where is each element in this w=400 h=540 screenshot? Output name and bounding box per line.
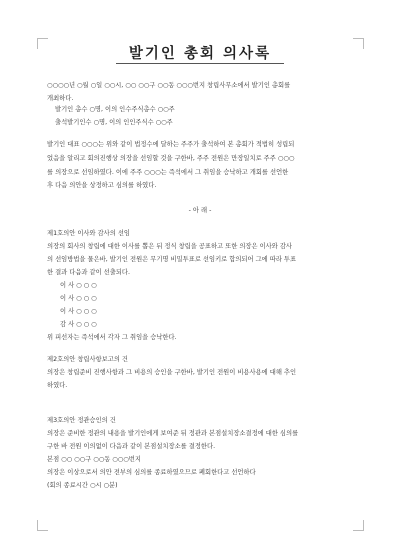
agenda-3-line-2: 구한 바 전원 이의없이 다음과 같이 본점설치장소를 결정한다. <box>47 443 216 450</box>
crop-mark-bottom-right <box>353 520 364 531</box>
head-office-address: 본점 ○○ ○○구 ○○동 ○○○번지 <box>47 456 141 463</box>
agenda-3-line-1: 의장은 준비한 정관의 내용을 발기인에게 보여준 뒤 정관과 본점설치장소결정에 대한 심의를 <box>47 430 299 437</box>
officer-director-2: 이 사 ○ ○ ○ <box>60 295 97 302</box>
agenda-1-line-3: 한 결과 다음과 같이 선출되다. <box>47 269 131 276</box>
officer-auditor: 감 사 ○ ○ ○ <box>60 321 97 328</box>
agenda-1-line-1: 의장의 회사의 창립에 대한 이사를 뽑은 뒤 정식 창립을 공표하고 또한 의장은 이사와 감사 <box>47 243 293 250</box>
summary-line-4: 후 다음 의안을 상정하고 심의를 하였다. <box>47 182 157 189</box>
attendance-total: 발기인 총수 ○명, 이의 인수주식총수 ○○주 <box>55 106 175 113</box>
officer-director-3: 이 사 ○ ○ ○ <box>60 308 97 315</box>
section-separator: - 아 래 - <box>188 207 212 214</box>
agenda-1-line-2: 의 선임방법을 물은바, 발기인 전원은 무기명 비밀투표로 선임키로 합의되어 그에 따라 투표 <box>47 256 297 263</box>
agenda-1-heading: 제1호의안 이사와 감사의 선임 <box>47 230 131 237</box>
agenda-2-line-1: 의장은 창립준비 진행사항과 그 비용의 승인을 구한바, 발기인 전원이 비용사용에 대해 추인 <box>47 369 297 376</box>
summary-line-2: 었음을 알리고 회의진행상 의장을 선임할 것을 구한바, 주주 전원은 만장일치로 주주 ○○○ <box>47 155 295 162</box>
agenda-2-heading: 제2호의안 창립사항보고의 건 <box>47 356 129 363</box>
agenda-2-line-2: 하였다. <box>47 382 68 389</box>
opening-line-2: 개최하다. <box>47 95 74 102</box>
adjournment-statement: 의장은 이상으로서 의안 전부의 심의를 종료하였으므로 폐회한다고 선언하다 <box>47 469 256 476</box>
attendance-present: 출석발기인수 ○명, 이의 인인주식수 ○○주 <box>55 119 173 126</box>
agenda-3-heading: 제3호의안 정관승인의 건 <box>47 417 116 424</box>
officer-director-1: 이 사 ○ ○ ○ <box>60 282 97 289</box>
opening-line-1: ○○○○년 ○월 ○일 ○○시, ○○ ○○구 ○○동 ○○○번지 창립사무소에서 발기인 총회를 <box>47 82 291 89</box>
crop-mark-bottom-left <box>37 520 48 531</box>
agenda-1-closing: 위 피선자는 즉석에서 각자 그 취임을 승낙한다. <box>47 334 177 341</box>
summary-line-3: 를 의장으로 선임하였다. 이에 주주 ○○○는 즉석에서 그 취임을 승낙하고 개회를 선언한 <box>47 169 289 176</box>
summary-line-1: 발기인 대표 ○○○는 위와 같이 법정수에 달하는 주주가 출석하여 본 총회가 적법히 성립되 <box>47 141 295 148</box>
title-underline <box>116 63 284 64</box>
meeting-end-time: (회의 종료시간 ○시 ○분) <box>47 482 118 489</box>
document-title: 발기인 총회 의사록 <box>128 46 272 62</box>
